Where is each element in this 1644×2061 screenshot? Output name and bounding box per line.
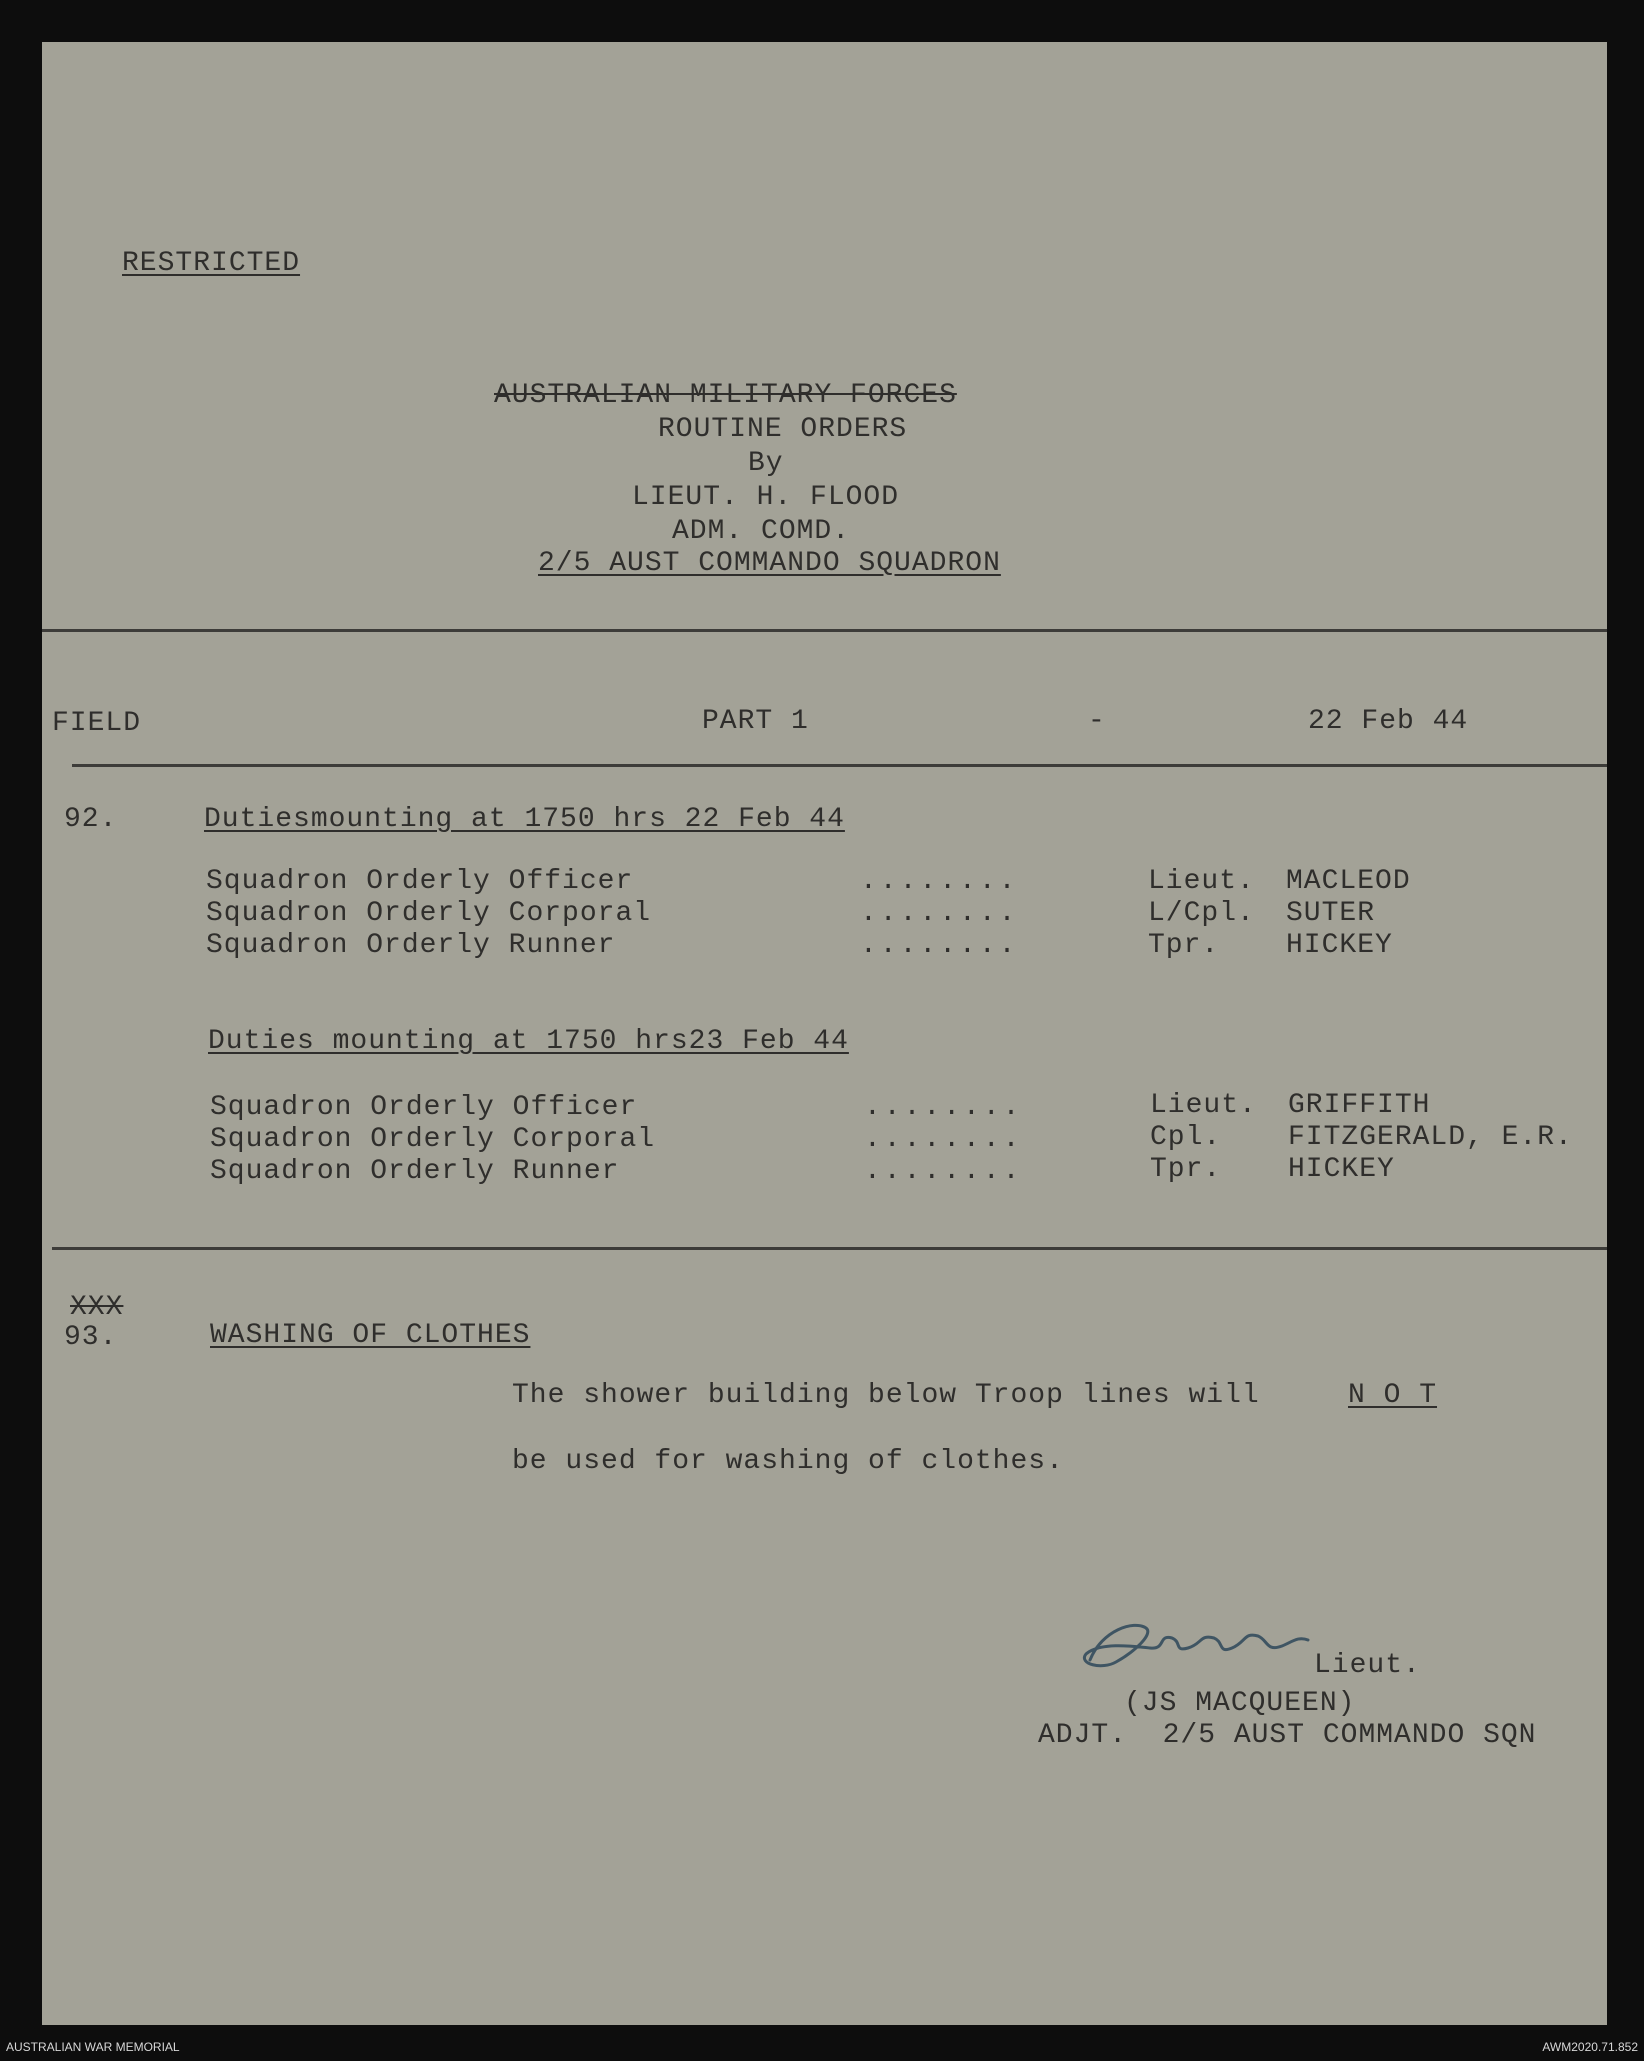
leader-dots: ........ <box>860 866 1019 897</box>
classification-label: RESTRICTED <box>122 248 301 279</box>
title-line-2: ROUTINE ORDERS <box>658 414 908 445</box>
duty-label: Squadron Orderly Runner <box>210 1156 620 1187</box>
date-dash: - <box>1088 706 1106 737</box>
duty-label: Squadron Orderly Officer <box>206 866 634 897</box>
signature <box>1038 1582 1537 1822</box>
rank-label: Tpr. <box>1148 930 1220 961</box>
soldier-name: SUTER <box>1286 898 1376 929</box>
signer-title: ADJT. 2/5 AUST COMMANDO SQN <box>1038 1720 1537 1751</box>
leader-dots: ........ <box>860 930 1019 961</box>
signature-text <box>1122 1622 1293 1657</box>
item-text-line-2: be used for washing of clothes. <box>512 1446 1064 1477</box>
soldier-name: HICKEY <box>1288 1154 1395 1185</box>
leader-dots: ........ <box>864 1156 1023 1187</box>
item-text-line-1: The shower building below Troop lines will <box>512 1380 1260 1411</box>
signer-name: (JS MACQUEEN) <box>1124 1688 1356 1719</box>
soldier-name: HICKEY <box>1286 930 1393 961</box>
item-heading: WASHING OF CLOTHES <box>210 1320 531 1351</box>
soldier-name: FITZGERALD, E.R. <box>1288 1122 1573 1153</box>
duty-label: Squadron Orderly Runner <box>206 930 616 961</box>
location-label: FIELD <box>52 708 142 739</box>
emphasis-not: N O T <box>1348 1380 1438 1411</box>
order-date: 22 Feb 44 <box>1308 706 1469 737</box>
struck-number: XXX <box>70 1292 124 1323</box>
title-line-3: By <box>748 448 784 479</box>
soldier-name: GRIFFITH <box>1288 1090 1431 1121</box>
duty-label: Squadron Orderly Officer <box>210 1092 638 1123</box>
title-line-4: LIEUT. H. FLOOD <box>632 482 900 513</box>
title-line-6: 2/5 AUST COMMANDO SQUADRON <box>538 548 1001 579</box>
leader-dots: ........ <box>860 898 1019 929</box>
leader-dots: ........ <box>864 1124 1023 1155</box>
duty-label: Squadron Orderly Corporal <box>206 898 652 929</box>
item-number: 93. <box>64 1322 118 1353</box>
archive-credit: AUSTRALIAN WAR MEMORIAL <box>6 2040 180 2054</box>
leader-dots: ........ <box>864 1092 1023 1123</box>
rank-label: L/Cpl. <box>1148 898 1255 929</box>
rank-label: Lieut. <box>1148 866 1255 897</box>
rank-label: Cpl. <box>1150 1122 1222 1153</box>
duties-heading: Duties mounting at 1750 hrs23 Feb 44 <box>208 1026 849 1057</box>
duties-heading: Dutiesmounting at 1750 hrs 22 Feb 44 <box>204 804 845 835</box>
duty-label: Squadron Orderly Corporal <box>210 1124 656 1155</box>
top-divider <box>42 629 1607 632</box>
item-number: 92. <box>64 804 118 835</box>
signature-rank: Lieut. <box>1314 1650 1421 1681</box>
title-line-5: ADM. COMD. <box>672 516 851 547</box>
item-divider <box>52 1247 1607 1250</box>
accession-number: AWM2020.71.852 <box>1542 2040 1638 2054</box>
title-line-1: AUSTRALIAN MILITARY FORCES <box>494 380 957 411</box>
soldier-name: MACLEOD <box>1286 866 1411 897</box>
rank-label: Tpr. <box>1150 1154 1222 1185</box>
document-page <box>42 42 1607 2025</box>
part-label: PART 1 <box>702 706 809 737</box>
rank-label: Lieut. <box>1150 1090 1257 1121</box>
part-divider <box>72 764 1607 767</box>
